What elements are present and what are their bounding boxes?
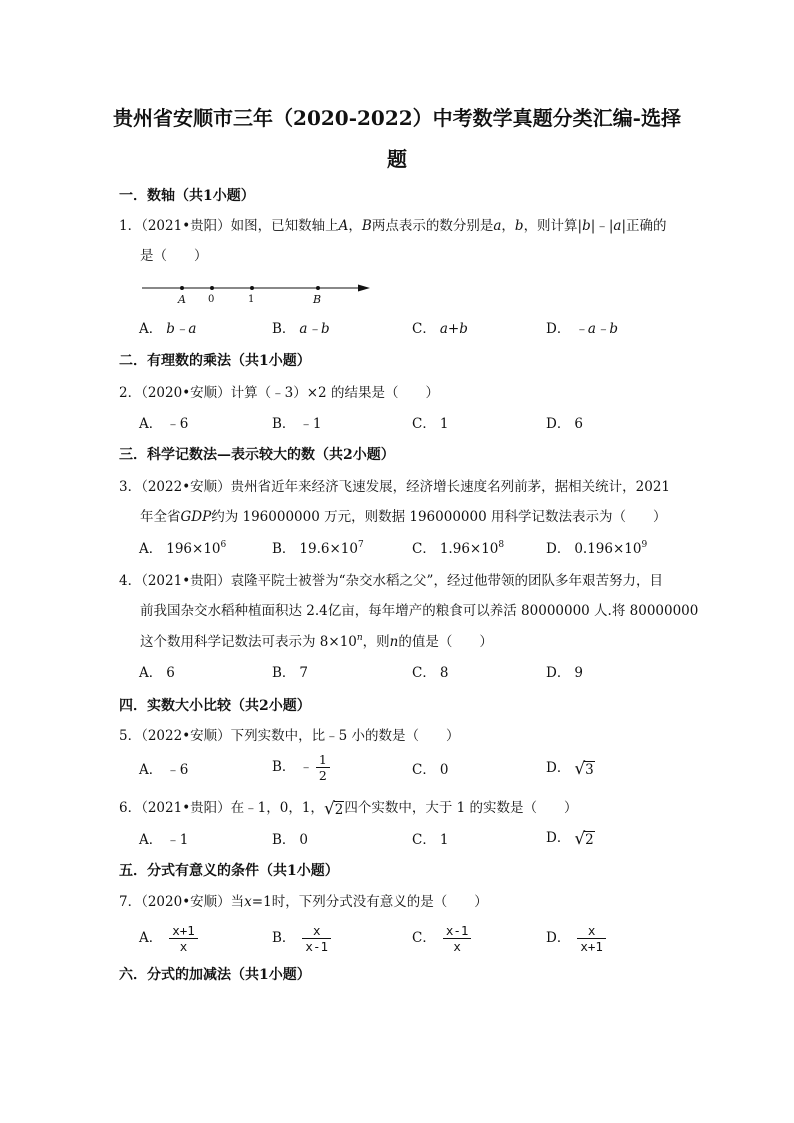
question-7-text: 7．（2020•安顺）当x=1时，下列分式没有意义的是（ ） (119, 894, 488, 910)
q6-option-d[interactable]: D． √ 2 (546, 828, 594, 849)
q2-option-a[interactable]: A． ﹣6 (139, 416, 189, 432)
q4-option-b[interactable]: B． 7 (272, 665, 309, 681)
q2-option-d[interactable]: D． 6 (546, 416, 583, 432)
q5-option-a[interactable]: A． ﹣6 (139, 762, 189, 778)
question-5-text: 5．（2022•安顺）下列实数中，比﹣5 小的数是（ ） (119, 728, 460, 744)
section-heading-fraction-meaningful: 五．分式有意义的条件（共1小题） (119, 863, 339, 879)
section-heading-number-line: 一．数轴（共1小题） (119, 188, 255, 204)
q1-option-c[interactable]: C． a+b (412, 321, 468, 337)
q7-option-b[interactable]: B． $\frac{x}{x-1}$ (272, 923, 331, 954)
doc-title-line1: 贵州省安顺市三年（2020-2022）中考数学真题分类汇编-选择 (113, 106, 681, 130)
q5-option-d[interactable]: D． √ 3 (546, 758, 594, 779)
question-3-line2: 年全省GDP约为 196000000 万元，则数据 196000000 用科学记数法表示为（ ） (140, 509, 667, 525)
q7-option-d[interactable]: D． $\frac{x}{x+1}$ (546, 923, 606, 954)
question-1-line1: 1．（2021•贵阳）如图，已知数轴上A，B两点表示的数分别是a，b，则计算|b|﹣|a|正确的 (119, 218, 667, 234)
q6-option-c[interactable]: C． 1 (412, 832, 449, 848)
q7-option-c[interactable]: C． $\frac{x-1}{x}$ (412, 923, 471, 954)
q5-option-c[interactable]: C． 0 (412, 762, 449, 778)
q5-option-b[interactable]: B． ﹣ $\frac{1}{2}$ (272, 752, 330, 783)
label-a: A (178, 293, 186, 306)
point-one (250, 286, 254, 290)
q1-option-b[interactable]: B． a﹣b (272, 321, 330, 337)
question-6-text: 6．（2021•贵阳）在﹣1，0，1， √ 2 四个实数中，大于 1 的实数是（ ） (119, 798, 578, 819)
section-heading-real-compare: 四．实数大小比较（共2小题） (119, 698, 311, 714)
question-3-line1: 3．（2022•安顺）贵州省近年来经济飞速发展，经济增长速度名列前茅，据相关统计，2021 (119, 479, 671, 495)
q3-option-d[interactable]: D． $0.196\times 10^9$ (546, 540, 648, 557)
question-1-line2: 是（ ） (140, 248, 208, 264)
point-b (316, 286, 320, 290)
q7-option-a[interactable]: A． $\frac{x+1}{x}$ (139, 923, 198, 954)
q1-option-a[interactable]: A． b﹣a (139, 321, 197, 337)
question-2-text: 2．（2020•安顺）计算（﹣3）×2 的结果是（ ） (119, 385, 439, 401)
section-heading-scientific-notation: 三．科学记数法—表示较大的数（共2小题） (119, 447, 395, 463)
label-one: 1 (248, 294, 255, 305)
q4-option-a[interactable]: A． 6 (139, 665, 175, 681)
q2-option-b[interactable]: B． ﹣1 (272, 416, 322, 432)
point-zero (210, 286, 214, 290)
q6-option-a[interactable]: A． ﹣1 (139, 832, 189, 848)
q4-option-d[interactable]: D． 9 (546, 665, 583, 681)
section-heading-fraction-add-subtract: 六．分式的加减法（共1小题） (119, 967, 311, 983)
label-b: B (313, 293, 322, 306)
doc-title-line2: 题 (387, 147, 407, 171)
section-heading-rational-multiply: 二．有理数的乘法（共1小题） (119, 353, 311, 369)
number-line-figure (138, 278, 378, 308)
question-4-line1: 4．（2021•贵阳）袁隆平院士被誉为“杂交水稻之父”，经过他带领的团队多年艰苦努力，目 (119, 573, 663, 589)
question-4-line2: 前我国杂交水稻种植面积达 2.4亿亩，每年增产的粮食可以养活 80000000 人.将 80000000 (140, 603, 699, 619)
q3-option-c[interactable]: C． $1.96\times 10^8$ (412, 540, 505, 557)
q6-option-b[interactable]: B． 0 (272, 832, 309, 848)
q3-option-a[interactable]: A． $196\times 10^6$ (139, 540, 227, 557)
q2-option-c[interactable]: C． 1 (412, 416, 449, 432)
q4-option-c[interactable]: C． 8 (412, 665, 449, 681)
label-zero: 0 (208, 294, 215, 305)
q3-option-b[interactable]: B． $19.6\times 10^7$ (272, 540, 364, 557)
question-4-line3: 这个数用科学记数法可表示为 $8\times 10^n$，则n的值是（ ） (140, 633, 493, 650)
point-a (180, 286, 184, 290)
q1-option-d[interactable]: D． ﹣a﹣b (546, 321, 619, 337)
